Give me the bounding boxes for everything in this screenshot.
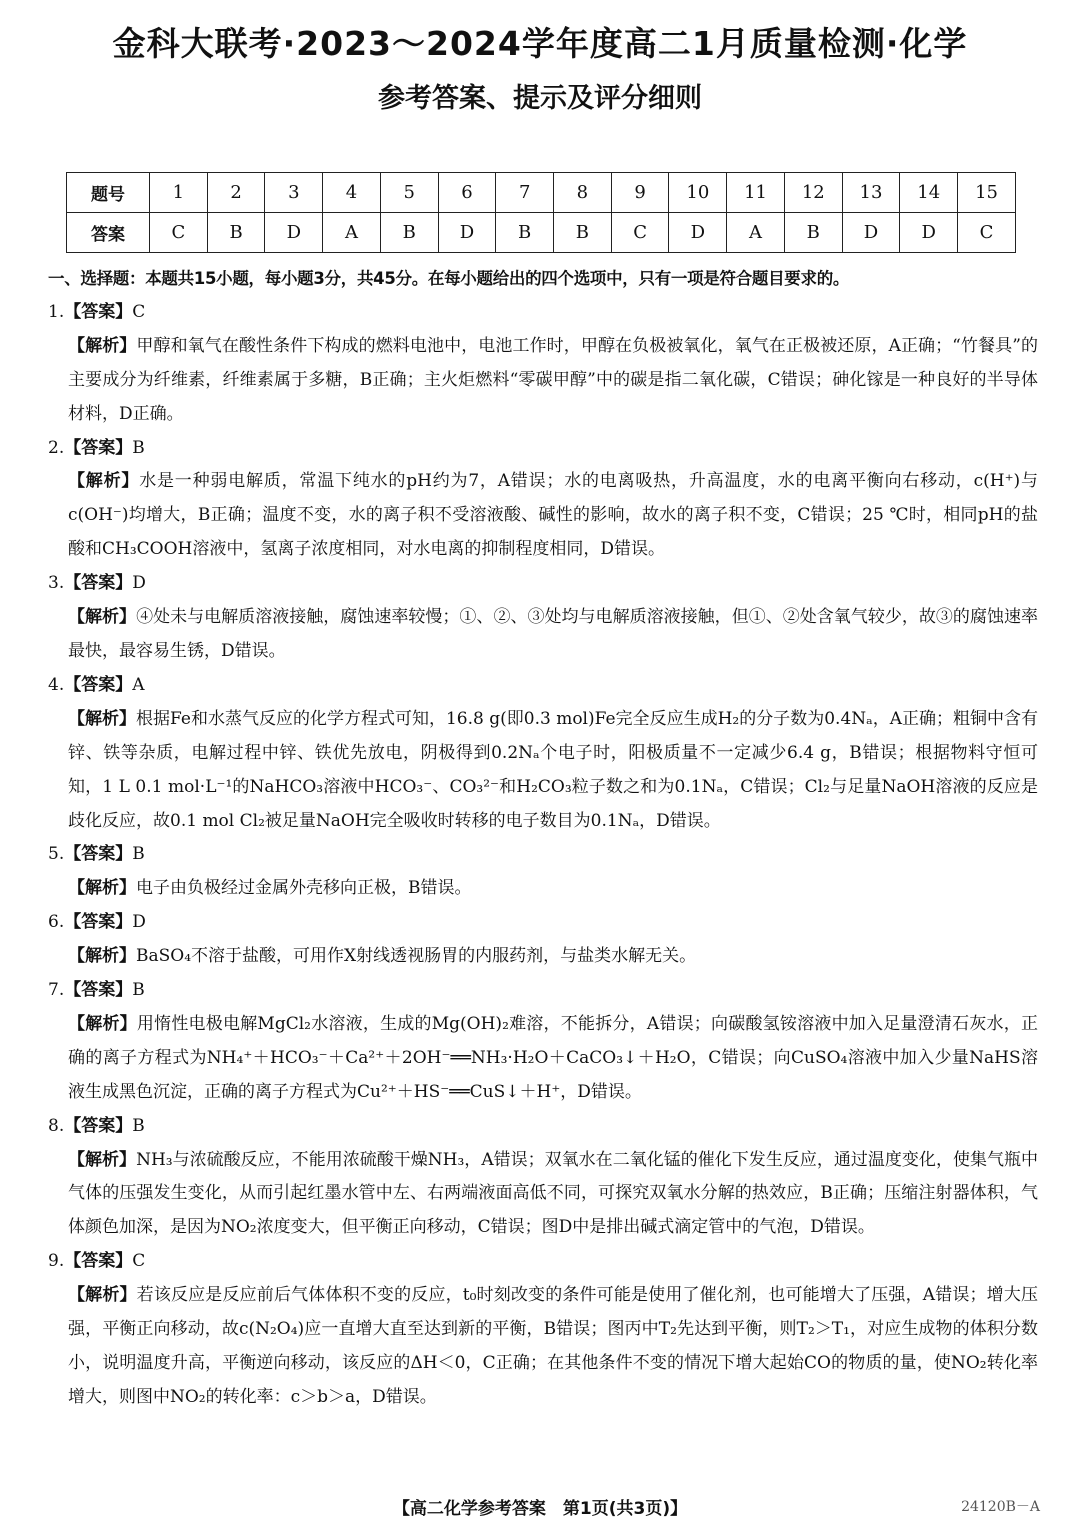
item-number: 3. — [48, 573, 65, 594]
answer-cell: B — [380, 213, 438, 253]
answer-cell: D — [265, 213, 323, 253]
analysis-paragraph — [48, 465, 1038, 567]
document-code: 24120B－A — [961, 1499, 1040, 1515]
question-number: 1 — [150, 173, 208, 213]
analysis-label: 【解析】 — [68, 1013, 137, 1034]
answer-cell: C — [958, 213, 1016, 253]
analysis-paragraph — [48, 330, 1038, 432]
section-heading: 一、选择题：本题共15小题，每小题3分，共45分。在每小题给出的四个选项中，只有一项是符合题目要求的。 — [48, 269, 850, 288]
analysis-text: 水是一种弱电解质，常温下纯水的pH约为7，A错误；水的电离吸热，升高温度，水的电离平衡向右移动，c(H⁺)与c(OH⁻)均增大，B正确；温度不变，水的离子积不受溶液酸、碱性的影响，故水的离子积不变，C错误；25 ℃时，相同pH的盐酸和CH₃COOH溶液中，氢离子浓度相同，对水电离的抑制程度相同，D错误。 — [68, 471, 1038, 560]
item-number: 4. — [48, 674, 65, 695]
question-number: 12 — [784, 173, 842, 213]
question-number: 2 — [207, 173, 265, 213]
question-number: 4 — [323, 173, 381, 213]
answer-line — [48, 974, 1038, 1008]
question-number: 11 — [727, 173, 785, 213]
answer-table-number-row — [67, 173, 1016, 213]
answer-cell: B — [554, 213, 612, 253]
analysis-paragraph — [48, 1279, 1038, 1415]
answer-line — [48, 838, 1038, 872]
answer-label: 【答案】 — [64, 980, 133, 1001]
answer-label: 【答案】 — [64, 1251, 133, 1272]
answer-cell: D — [669, 213, 727, 253]
answer-line — [48, 1245, 1038, 1279]
analysis-label: 【解析】 — [68, 471, 140, 492]
number-row-header: 题号 — [67, 173, 150, 213]
answer-value: D — [132, 912, 146, 933]
question-number: 10 — [669, 173, 727, 213]
question-number: 5 — [380, 173, 438, 213]
answer-line — [48, 296, 1038, 330]
item-number: 1. — [48, 301, 65, 322]
answer-cell: D — [842, 213, 900, 253]
answer-cell: D — [438, 213, 496, 253]
analysis-paragraph — [48, 940, 1038, 974]
question-number: 7 — [496, 173, 554, 213]
analysis-text: 用惰性电极电解MgCl₂水溶液，生成的Mg(OH)₂难溶，不能拆分，A错误；向碳酸氢铵溶液中加入足量澄清石灰水，正确的离子方程式为NH₄⁺＋HCO₃⁻＋Ca²⁺＋2OH⁻══NH₃·H₂O＋CaCO₃↓＋H₂O，C错误；向CuSO₄溶液中加入少量NaHS溶液生成黑色沉淀，正确的离子方程式为Cu²⁺＋HS⁻══CuS↓＋H⁺，D错误。 — [68, 1013, 1038, 1102]
answer-line — [48, 432, 1038, 466]
answer-label: 【答案】 — [64, 844, 133, 865]
answer-label: 【答案】 — [64, 1115, 133, 1136]
question-number: 3 — [265, 173, 323, 213]
page-subtitle: 参考答案、提示及评分细则 — [378, 83, 702, 114]
answer-cell: A — [323, 213, 381, 253]
question-number: 14 — [900, 173, 958, 213]
answer-cell: B — [207, 213, 265, 253]
analysis-text: 根据Fe和水蒸气反应的化学方程式可知，16.8 g(即0.3 mol)Fe完全反应生成H₂的分子数为0.4Nₐ，A正确；粗铜中含有锌、铁等杂质，电解过程中锌、铁优先放电，阴极得到0.2Nₐ个电子时，阳极质量不一定减少6.4 g，B错误；根据物料守恒可知，1 L 0.1 mol·L⁻¹的NaHCO₃溶液中HCO₃⁻、CO₃²⁻和H₂CO₃粒子数之和为0.1Nₐ，C错误；Cl₂与足量NaOH溶液的反应是歧化反应，故0.1 mol Cl₂被足量NaOH完全吸收时转移的电子数目为0.1Nₐ，D错误。 — [68, 708, 1039, 831]
answer-value: D — [132, 573, 146, 594]
answer-value: C — [132, 301, 146, 322]
question-number: 6 — [438, 173, 496, 213]
item-number: 9. — [48, 1251, 65, 1272]
item-number: 7. — [48, 980, 65, 1001]
item-number: 8. — [48, 1115, 65, 1136]
answer-label: 【答案】 — [64, 912, 133, 933]
answer-label: 【答案】 — [64, 437, 133, 458]
answer-value: B — [132, 1115, 145, 1136]
answer-row-header: 答案 — [67, 213, 150, 253]
item-number: 5. — [48, 844, 65, 865]
analysis-label: 【解析】 — [68, 335, 137, 356]
answer-cell: A — [727, 213, 785, 253]
page-title: 金科大联考·2023～2024学年度高二1月质量检测·化学 — [112, 24, 968, 63]
analysis-label: 【解析】 — [68, 1149, 137, 1170]
answer-line — [48, 906, 1038, 940]
answer-cell: B — [784, 213, 842, 253]
item-number: 6. — [48, 912, 65, 933]
answer-table — [66, 172, 1016, 253]
analysis-label: 【解析】 — [68, 946, 136, 967]
analysis-text: 甲醇和氧气在酸性条件下构成的燃料电池中，电池工作时，甲醇在负极被氧化，氧气在正极被还原，A正确；“竹餐具”的主要成分为纤维素，纤维素属于多糖，B正确；主火炬燃料“零碳甲醇”中的碳是指二氧化碳，C错误；砷化镓是一种良好的半导体材料，D正确。 — [68, 335, 1038, 424]
answer-table-answer-row — [67, 213, 1016, 253]
analysis-label: 【解析】 — [68, 708, 137, 729]
answer-line — [48, 1110, 1038, 1144]
item-number: 2. — [48, 437, 65, 458]
answer-value: B — [132, 980, 145, 1001]
answer-line — [48, 669, 1038, 703]
analysis-text: NH₃与浓硫酸反应，不能用浓硫酸干燥NH₃，A错误；双氧水在二氧化锰的催化下发生反应，通过温度变化，使集气瓶中气体的压强发生变化，从而引起红墨水管中左、右两端液面高低不同，可探究双氧水分解的热效应，B正确；压缩注射器体积，气体颜色加深，是因为NO₂浓度变大，但平衡正向移动，C错误；图D中是排出碱式滴定管中的气泡，D错误。 — [68, 1149, 1039, 1238]
answer-value: C — [132, 1251, 146, 1272]
question-number: 13 — [842, 173, 900, 213]
answer-value: A — [132, 674, 145, 695]
question-number: 15 — [958, 173, 1016, 213]
answer-line — [48, 567, 1038, 601]
analysis-paragraph — [48, 1144, 1038, 1246]
answer-value: B — [132, 844, 145, 865]
answer-cell: C — [150, 213, 208, 253]
analysis-paragraph — [48, 1008, 1038, 1110]
answer-value: B — [132, 437, 145, 458]
analysis-text: BaSO₄不溶于盐酸，可用作X射线透视肠胃的内服药剂，与盐类水解无关。 — [136, 946, 697, 967]
question-number: 8 — [554, 173, 612, 213]
page-footer: 【高二化学参考答案 第1页(共3页)】 — [392, 1499, 688, 1519]
analysis-text: ④处未与电解质溶液接触，腐蚀速率较慢；①、②、③处均与电解质溶液接触，但①、②处含氧气较少，故③的腐蚀速率最快，最容易生锈，D错误。 — [68, 607, 1039, 661]
answer-cell: D — [900, 213, 958, 253]
answer-cell: B — [496, 213, 554, 253]
analysis-text: 若该反应是反应前后气体体积不变的反应，t₀时刻改变的条件可能是使用了催化剂，也可能增大了压强，A错误；增大压强，平衡正向移动，故c(N₂O₄)应一直增大直至达到新的平衡，B错误；图丙中T₂先达到平衡，则T₂＞T₁，对应生成物的体积分数小，说明温度升高，平衡逆向移动，该反应的ΔH＜0，C正确；在其他条件不变的情况下增大起始CO的物质的量，使NO₂转化率增大，则图中NO₂的转化率：c＞b＞a，D错误。 — [68, 1285, 1039, 1407]
analysis-paragraph — [48, 703, 1038, 839]
analysis-label: 【解析】 — [68, 1285, 137, 1306]
answer-cell: C — [611, 213, 669, 253]
analysis-label: 【解析】 — [68, 607, 137, 628]
analysis-text: 电子由负极经过金属外壳移向正极，B错误。 — [136, 878, 472, 899]
analysis-paragraph — [48, 872, 1038, 906]
answer-label: 【答案】 — [64, 573, 133, 594]
answer-content — [48, 262, 1038, 1415]
answer-label: 【答案】 — [64, 674, 133, 695]
analysis-label: 【解析】 — [68, 878, 136, 899]
question-number: 9 — [611, 173, 669, 213]
answer-label: 【答案】 — [64, 301, 133, 322]
analysis-paragraph — [48, 601, 1038, 669]
